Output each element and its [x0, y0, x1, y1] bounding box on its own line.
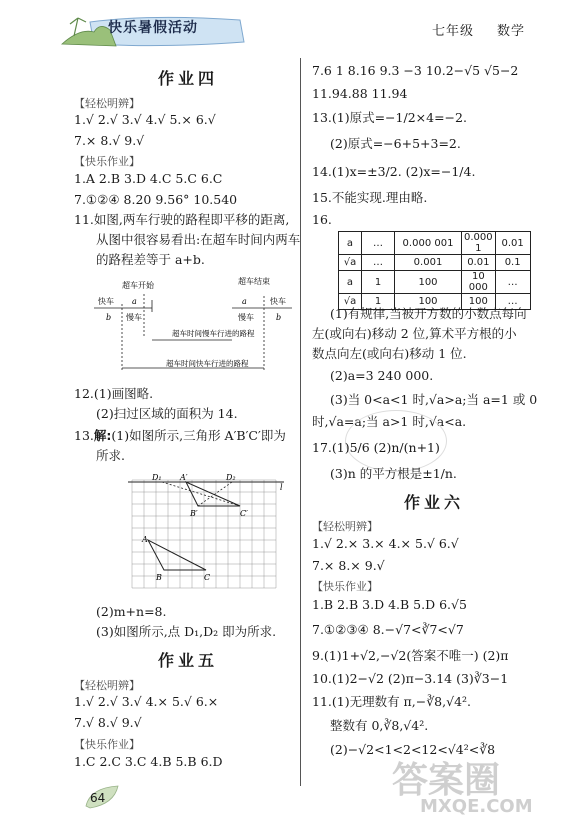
- heading-assignment-5: 作业五: [158, 651, 219, 670]
- table-cell: a: [339, 232, 362, 255]
- answer-line: (2)扫过区域的面积为 14.: [96, 406, 238, 421]
- translation-grid-figure: [128, 470, 286, 590]
- answer-line: 7.①②③④ 8.−√7<∛7<√7: [312, 622, 464, 637]
- answer-line: 11.如图,两车行驶的路程即平移的距离,: [74, 212, 290, 227]
- answer-line: 1.B 2.B 3.D 4.B 5.D 6.√5: [312, 597, 467, 612]
- table-cell: …: [495, 271, 530, 294]
- fig-fast-distance: 超车时间快车行进的路程: [166, 359, 249, 368]
- table-cell: 0.000 1: [462, 232, 496, 255]
- answer-line: (3)当 0<a<1 时,√a>a;当 a=1 或 0: [330, 392, 538, 407]
- answer-line: 时,√a=a;当 a>1 时,√a<a.: [312, 414, 467, 429]
- table-cell: 0.01: [495, 232, 530, 255]
- table-cell: 0.001: [395, 255, 462, 271]
- table-row: [339, 255, 531, 271]
- answer-line: 1.A 2.B 3.D 4.C 5.C 6.C: [74, 171, 223, 186]
- table-cell: 100: [462, 294, 496, 310]
- table-cell: …: [362, 232, 395, 255]
- q13-solution-label: 解:: [93, 428, 112, 443]
- fig-b-left: b: [106, 313, 112, 322]
- q13-text: (1)如图所示,三角形 A′B′C′即为: [111, 428, 286, 443]
- section-happy-2: 【快乐作业】: [74, 738, 140, 751]
- table-cell: 10 000: [462, 271, 496, 294]
- answer-line: 7.6 1 8.16 9.3 −3 10.2−√5 √5−2: [312, 63, 519, 78]
- answer-line: 7.①②④ 8.20 9.56° 10.540: [74, 192, 238, 207]
- answer-line: 1.√ 2.× 3.× 4.× 5.√ 6.√: [312, 536, 459, 551]
- answer-line-13: [74, 428, 286, 444]
- section-easy-3: 【轻松明辨】: [312, 520, 378, 533]
- answer-line: 7.√ 8.√ 9.√: [74, 715, 142, 730]
- table-cell: 0.000 001: [395, 232, 462, 255]
- fig-slow-left: 慢车: [126, 313, 142, 322]
- answer-line: (2)a=3 240 000.: [330, 368, 434, 383]
- table-cell: √a: [339, 294, 362, 310]
- answer-line: 14.(1)x=±3/2. (2)x=−1/4.: [312, 164, 476, 179]
- table-row: [339, 271, 531, 294]
- watermark-logo: 答案圈: [392, 760, 501, 801]
- grid-label-A1: A′: [180, 473, 188, 482]
- answer-line: 13.(1)原式=−1/2×4=−2.: [312, 110, 467, 125]
- answer-line: 10.(1)2−√2 (2)π−3.14 (3)∛3−1: [312, 671, 509, 686]
- fig-slow-right: 慢车: [238, 313, 254, 322]
- answer-line: (2)m+n=8.: [96, 604, 167, 619]
- fig-b-right: b: [276, 313, 282, 322]
- grid-label-C: C: [204, 573, 211, 582]
- fig-a-right: a: [242, 297, 247, 306]
- table-cell: √a: [339, 255, 362, 271]
- answer-line: 11.(1)无理数有 π,−∛8,√4².: [312, 694, 472, 709]
- answer-line: 整数有 0,∛8,√4².: [330, 718, 429, 733]
- answer-line: 1.C 2.C 3.C 4.B 5.B 6.D: [74, 754, 223, 769]
- answer-line: 数点向左(或向右)移动 1 位.: [312, 346, 467, 361]
- answer-line: (3)n 的平方根是±1/n.: [330, 466, 457, 481]
- section-easy-1: 【轻松明辨】: [74, 97, 140, 110]
- answer-line: 1.√ 2.√ 3.√ 4.√ 5.× 6.√: [74, 112, 216, 127]
- answer-line: 左(或向右)移动 2 位,算术平方根的小: [312, 326, 517, 341]
- answer-line: 的路程差等于 a+b.: [96, 252, 205, 267]
- grid-label-C1: C′: [240, 509, 248, 518]
- answer-line: 15.不能实现.理由略.: [312, 190, 428, 205]
- answer-line: 12.(1)画图略.: [74, 386, 154, 401]
- section-happy-3: 【快乐作业】: [312, 580, 378, 593]
- table-cell: 100: [395, 271, 462, 294]
- answer-line: 1.√ 2.√ 3.√ 4.× 5.√ 6.×: [74, 694, 219, 709]
- fig-slow-distance: 超车时间慢车行进的路程: [172, 329, 255, 338]
- answer-line: 从图中很容易看出:在超车时间内两车: [96, 232, 301, 247]
- table-cell: a: [339, 271, 362, 294]
- watermark-url: MXQE.COM: [420, 796, 533, 817]
- answer-line: 11.94.88 11.94: [312, 86, 408, 101]
- table-row: [339, 232, 531, 255]
- heading-assignment-4: 作业四: [158, 69, 219, 88]
- answer-line: (2)−√2<1<2<12<√4²<∛8: [330, 742, 496, 757]
- answer-line: (3)如图所示,点 D₁,D₂ 即为所求.: [96, 624, 277, 639]
- column-divider: [300, 58, 301, 786]
- fig-fast-right: 快车: [270, 297, 286, 306]
- table-cell: 1: [362, 271, 395, 294]
- heading-assignment-6: 作业六: [404, 493, 465, 512]
- table-cell: 0.1: [495, 255, 530, 271]
- fig-a-left: a: [132, 297, 137, 306]
- section-easy-2: 【轻松明辨】: [74, 679, 140, 692]
- answer-line: 17.(1)5/6 (2)n/(n+1): [312, 440, 440, 455]
- table-cell: 1: [362, 294, 395, 310]
- fig-end: 超车结束: [238, 277, 270, 286]
- answer-line: (1)有规律,当被开方数的小数点每向: [330, 306, 527, 321]
- grid-label-B1: B′: [190, 509, 198, 518]
- grid-label-A: A: [142, 535, 148, 544]
- page-number: 64: [90, 791, 106, 805]
- overtaking-diagram: [92, 276, 297, 376]
- fig-start: 超车开始: [122, 281, 154, 290]
- grid-label-D1: D₁: [152, 473, 162, 482]
- answer-line: 9.(1)1+√2,−√2(答案不唯一) (2)π: [312, 648, 509, 663]
- grid-label-l: l: [280, 483, 283, 492]
- answer-line: 所求.: [96, 448, 125, 463]
- fig-fast-left: 快车: [98, 297, 114, 306]
- answer-line: 7.× 8.√ 9.√: [74, 133, 145, 148]
- table-cell: …: [362, 255, 395, 271]
- header-subject: 数学: [497, 24, 526, 39]
- q13-number: 13.: [74, 428, 94, 443]
- grid-label-D2: D₂: [226, 473, 236, 482]
- header-grade: 七年级: [432, 24, 475, 39]
- answer-line: 7.× 8.× 9.√: [312, 558, 385, 573]
- table-cell: …: [495, 294, 530, 310]
- grid-label-B: B: [156, 573, 162, 582]
- table-cell: 0.01: [462, 255, 496, 271]
- section-happy-1: 【快乐作业】: [74, 155, 140, 168]
- header-title: 快乐暑假活动: [108, 20, 198, 36]
- answer-line: (2)原式=−6+5+3=2.: [330, 136, 461, 151]
- sqrt-table: [338, 231, 531, 310]
- answer-line: 16.: [312, 212, 332, 227]
- table-cell: 100: [395, 294, 462, 310]
